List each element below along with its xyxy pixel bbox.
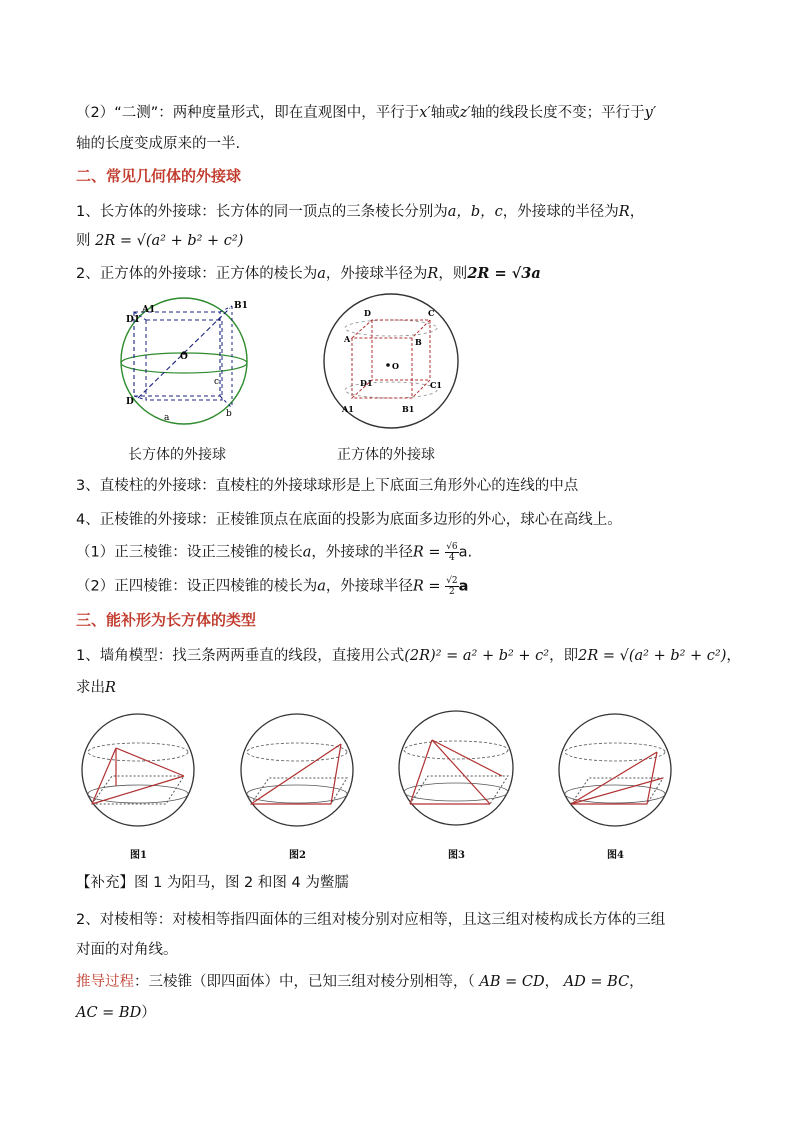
section3-heading: 三、能补形为长方体的类型 bbox=[76, 611, 257, 629]
label-A: A bbox=[344, 334, 351, 344]
sphere-outline bbox=[399, 711, 513, 825]
fraction-denominator: 4 bbox=[449, 553, 455, 563]
label-O: O bbox=[180, 352, 188, 362]
cuboid-sphere-diagram bbox=[108, 296, 260, 426]
cuboid-formula: 2R = √(a² + b² + c²) bbox=[95, 233, 244, 249]
cube-formula: 2R = √3a bbox=[467, 265, 541, 282]
edge-red bbox=[92, 748, 116, 804]
wall-corner-text: 1、墙角模型：找三条两两垂直的线段，直接用公式 bbox=[76, 648, 405, 664]
cuboid-edge-vars: a，b，c bbox=[447, 204, 503, 220]
top-circle bbox=[345, 320, 437, 336]
label-c: c bbox=[214, 377, 220, 387]
opposite-edges-line-2: 对面的对角线。 bbox=[76, 942, 178, 958]
cube-item-text: 2、正方体的外接球：正方体的棱长为 bbox=[76, 266, 318, 282]
edge-red bbox=[251, 744, 341, 804]
figure-4 bbox=[549, 712, 681, 828]
wall-cont-prefix: 求出 bbox=[76, 680, 105, 696]
opposite-edges-line-1: 2、对棱相等：对棱相等指四面体的三组对棱分别对应相等，且这三组对棱构成长方体的三组 bbox=[76, 912, 666, 928]
cuboid-caption: 长方体的外接球 bbox=[128, 447, 226, 463]
sphere-ring bbox=[404, 741, 508, 759]
two-measure-line-1 bbox=[76, 103, 724, 123]
sphere-ring bbox=[404, 783, 508, 801]
derivation-text: ：三棱锥（即四面体）中，已知三组对棱分别相等，（ bbox=[134, 974, 475, 990]
prism-item: 3、直棱柱的外接球：直棱柱的外接球球形是上下底面三角形外心的连线的中点 bbox=[76, 478, 579, 494]
tri-pyramid-lhs: R = bbox=[412, 544, 441, 561]
quad-pyramid-lhs: R = bbox=[412, 578, 441, 595]
tri-pyramid-tail: a. bbox=[458, 544, 473, 561]
two-measure-prefix: （2）“二测”：两种度量形式，即在直观图中，平行于 bbox=[76, 105, 420, 121]
equation-ab-cd: AB = CD bbox=[479, 974, 545, 990]
label-C: C bbox=[428, 308, 435, 318]
sphere-center-point bbox=[386, 363, 390, 367]
edge-red bbox=[410, 740, 432, 804]
figure-3-label: 图3 bbox=[448, 850, 465, 861]
sphere-outline bbox=[559, 714, 671, 826]
label-A1: A1 bbox=[142, 305, 156, 315]
figure-1 bbox=[72, 712, 204, 828]
cube-top-face bbox=[352, 320, 430, 338]
wall-cont-line bbox=[76, 678, 724, 698]
bottom-circle bbox=[345, 382, 437, 398]
derivation-line: 推导过程：三棱锥（即四面体）中，已知三组对棱分别相等，（ AB = CD， AD = BC， bbox=[76, 974, 644, 990]
section2-heading: 二、常见几何体的外接球 bbox=[76, 167, 242, 185]
cuboid-item-end: ， bbox=[629, 204, 645, 220]
sphere-outline bbox=[82, 714, 194, 826]
supplement-note: 【补充】图 1 为阳马，图 2 和图 4 为鳖臑 bbox=[76, 875, 349, 891]
label-b: b bbox=[226, 409, 232, 419]
equation-ac-bd: AC = BD bbox=[76, 1005, 142, 1021]
edge-red bbox=[647, 752, 657, 804]
wall-cont-R: R bbox=[105, 680, 116, 696]
label-B1: B1 bbox=[402, 404, 415, 414]
figure-4-label: 图4 bbox=[607, 850, 624, 861]
sphere-ring bbox=[88, 743, 188, 761]
label-B1: B1 bbox=[234, 301, 248, 311]
tri-pyramid-fraction bbox=[445, 542, 458, 563]
quad-pyramid-edge-var: a bbox=[317, 578, 326, 595]
label-C1: C1 bbox=[430, 380, 442, 390]
quad-pyramid-fraction bbox=[445, 576, 458, 597]
label-A1: A1 bbox=[342, 404, 354, 414]
edge-red bbox=[432, 740, 490, 804]
cuboid-edge bbox=[220, 396, 232, 408]
edge-red bbox=[92, 776, 184, 804]
label-D1: D1 bbox=[126, 315, 141, 325]
cube-item-line bbox=[76, 264, 724, 284]
quad-pyramid-line bbox=[76, 576, 724, 597]
edge-red bbox=[432, 740, 502, 776]
two-measure-line-2: 轴的长度变成原来的一半. bbox=[76, 136, 241, 152]
cube-edge-var: a bbox=[317, 266, 326, 282]
quad-pyramid-text: （2）正四棱锥：设正四棱锥的棱长为 bbox=[76, 578, 318, 595]
figure-2 bbox=[231, 712, 363, 828]
wall-mid: ，即 bbox=[549, 648, 579, 664]
quad-pyramid-mid: ，外接球半径 bbox=[325, 578, 413, 595]
cuboid-radius-var: R bbox=[618, 204, 630, 220]
label-B: B bbox=[415, 337, 422, 347]
label-O: O bbox=[392, 361, 399, 371]
x-axis-label: x′ bbox=[419, 105, 431, 121]
label-D: D bbox=[126, 397, 134, 407]
two-measure-mid: 轴或 bbox=[430, 105, 460, 121]
pyramid-item: 4、正棱锥的外接球：正棱锥顶点在底面的投影为底面多边形的外心，球心在高线上。 bbox=[76, 512, 622, 528]
wall-formula-2: 2R = √(a² + b² + c²) bbox=[578, 648, 727, 664]
label-D: D bbox=[364, 308, 371, 318]
cuboid-item-mid: ，外接球的半径为 bbox=[502, 204, 619, 220]
tri-pyramid-edge-var: a bbox=[302, 544, 312, 561]
cuboid-formula-line bbox=[76, 231, 724, 251]
cube-item-mid: ，外接球半径为 bbox=[325, 266, 428, 282]
cube-sphere-diagram bbox=[320, 292, 462, 430]
two-measure-mid2: 轴的线段长度不变；平行于 bbox=[470, 105, 645, 121]
label-a: a bbox=[164, 413, 170, 423]
edge-red bbox=[116, 748, 184, 776]
cube-item-then: ，则 bbox=[438, 266, 468, 282]
fraction-numerator: √2 bbox=[446, 576, 458, 586]
quad-pyramid-tail: a bbox=[458, 578, 469, 595]
fraction-numerator: √6 bbox=[446, 542, 458, 552]
tri-pyramid-line bbox=[76, 542, 724, 563]
cuboid-formula-prefix: 则 bbox=[76, 233, 91, 249]
tri-pyramid-mid: ，外接球的半径 bbox=[311, 544, 413, 561]
z-axis-label: z′ bbox=[459, 105, 471, 121]
figure-3 bbox=[390, 708, 522, 828]
cube-radius-var: R bbox=[427, 266, 439, 282]
tri-pyramid-text: （1）正三棱锥：设正三棱锥的棱长 bbox=[76, 544, 303, 561]
derivation-cont-line bbox=[76, 1003, 724, 1023]
sphere-ring bbox=[247, 743, 347, 761]
base-face bbox=[410, 776, 508, 804]
figure-2-label: 图2 bbox=[289, 850, 306, 861]
wall-formula-1: (2R)² = a² + b² + c² bbox=[404, 648, 550, 664]
edge-red bbox=[571, 752, 657, 804]
cuboid-item-text: 1、长方体的外接球：长方体的同一顶点的三条棱长分别为 bbox=[76, 204, 448, 220]
derivation-label: 推导过程 bbox=[76, 974, 134, 990]
sphere-ring bbox=[565, 743, 665, 761]
equation-ad-bc: AD = BC bbox=[563, 974, 630, 990]
cube-caption: 正方体的外接球 bbox=[337, 447, 435, 463]
fraction-denominator: 2 bbox=[449, 587, 455, 597]
y-axis-label: y′ bbox=[644, 105, 657, 121]
wall-corner-line bbox=[76, 646, 741, 666]
derivation-end: ） bbox=[141, 1005, 156, 1021]
wall-end: ， bbox=[726, 648, 741, 664]
figure-1-label: 图1 bbox=[130, 850, 147, 861]
cuboid-edge bbox=[220, 306, 232, 312]
label-D1: D1 bbox=[360, 378, 373, 388]
cuboid-item-line bbox=[76, 202, 724, 222]
